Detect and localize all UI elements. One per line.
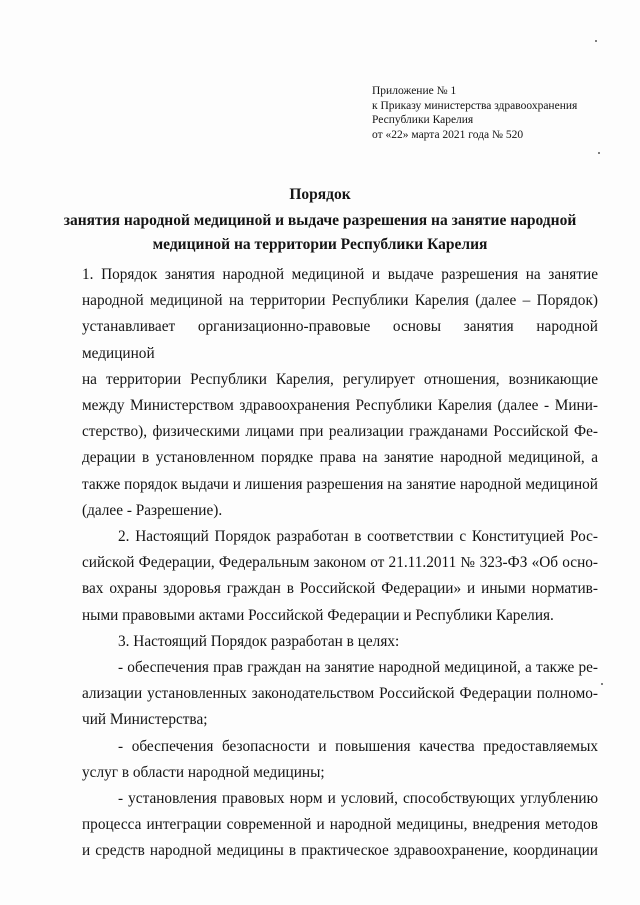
appendix-order-ref: к Приказу министерства здравоохранения: [372, 99, 578, 112]
paragraph-line: также порядок выдачи и лишения разрешения на занятие народной медициной: [82, 475, 598, 493]
appendix-date: от «22» марта 2021 года № 520: [372, 128, 524, 141]
paragraph-3: [82, 629, 598, 655]
paragraph-6: [82, 786, 598, 865]
paragraph-line: - обеспечения безопасности и повышения качества предоставляемых: [118, 737, 598, 755]
appendix-header: [372, 84, 577, 142]
paragraph-line: дерации в установленном порядке права на занятие народной медициной, а: [82, 449, 598, 467]
paragraph-1: [82, 262, 598, 524]
paragraph-line: процесса интеграции современной и народной медицины, внедрения методов: [82, 816, 598, 834]
document-body: [82, 262, 598, 865]
paragraph-line: (далее - Разрешение).: [82, 501, 223, 519]
appendix-region: Республики Карелия: [372, 114, 474, 126]
scan-speck: [598, 152, 600, 154]
paragraph-line: устанавливает организационно-правовые основы занятия народной медициной: [82, 318, 598, 362]
paragraph-line: услуг в области народной медицины;: [82, 763, 325, 781]
paragraph-4: [82, 655, 598, 734]
paragraph-line: на территории Республики Карелия, регулирует отношения, возникающие: [82, 370, 598, 388]
paragraph-line: 3. Настоящий Порядок разработан в целях:: [118, 632, 400, 650]
scan-speck: [601, 683, 603, 685]
paragraph-line: между Министерством здравоохранения Республики Карелия (далее - Мини-: [82, 397, 598, 415]
paragraph-line: ализации установленных законодательством Российской Федерации полномо-: [82, 685, 598, 703]
paragraph-line: и средств народной медицины в практическое здравоохранение, координации: [82, 842, 598, 860]
document-title: Порядок: [289, 186, 351, 203]
paragraph-line: чий Министерства;: [82, 711, 208, 729]
paragraph-line: вах охраны здоровья граждан в Российской Федерации» и иными норматив-: [82, 580, 598, 598]
paragraph-line: 1. Порядок занятия народной медициной и выдаче разрешения на занятие: [82, 266, 598, 283]
scan-speck: [595, 40, 597, 42]
paragraph-2: [82, 524, 598, 629]
paragraph-line: народной медициной на территории Республики Карелия (далее – Порядок): [82, 292, 598, 310]
paragraph-line: - установления правовых норм и условий, способствующих углублению: [118, 790, 598, 808]
paragraph-line: ными правовыми актами Российской Федерации и Республики Карелия.: [82, 606, 554, 624]
paragraph-line: 2. Настоящий Порядок разработан в соответствии с Конституцией Рос-: [118, 528, 598, 546]
document-subtitle-line1: занятия народной медициной и выдаче разрешения на занятие народной: [63, 212, 577, 229]
appendix-number: Приложение № 1: [372, 85, 457, 97]
paragraph-5: [82, 734, 598, 786]
paragraph-line: - обеспечения прав граждан на занятие народной медициной, а также ре-: [118, 659, 598, 677]
paragraph-line: стерство), физическими лицами при реализации гражданами Российской Фе-: [82, 423, 598, 441]
paragraph-line: сийской Федерации, Федеральным законом от 21.11.2011 № 323-ФЗ «Об осно-: [82, 554, 598, 572]
document-subtitle-line2: медициной на территории Республики Карелия: [152, 236, 488, 253]
